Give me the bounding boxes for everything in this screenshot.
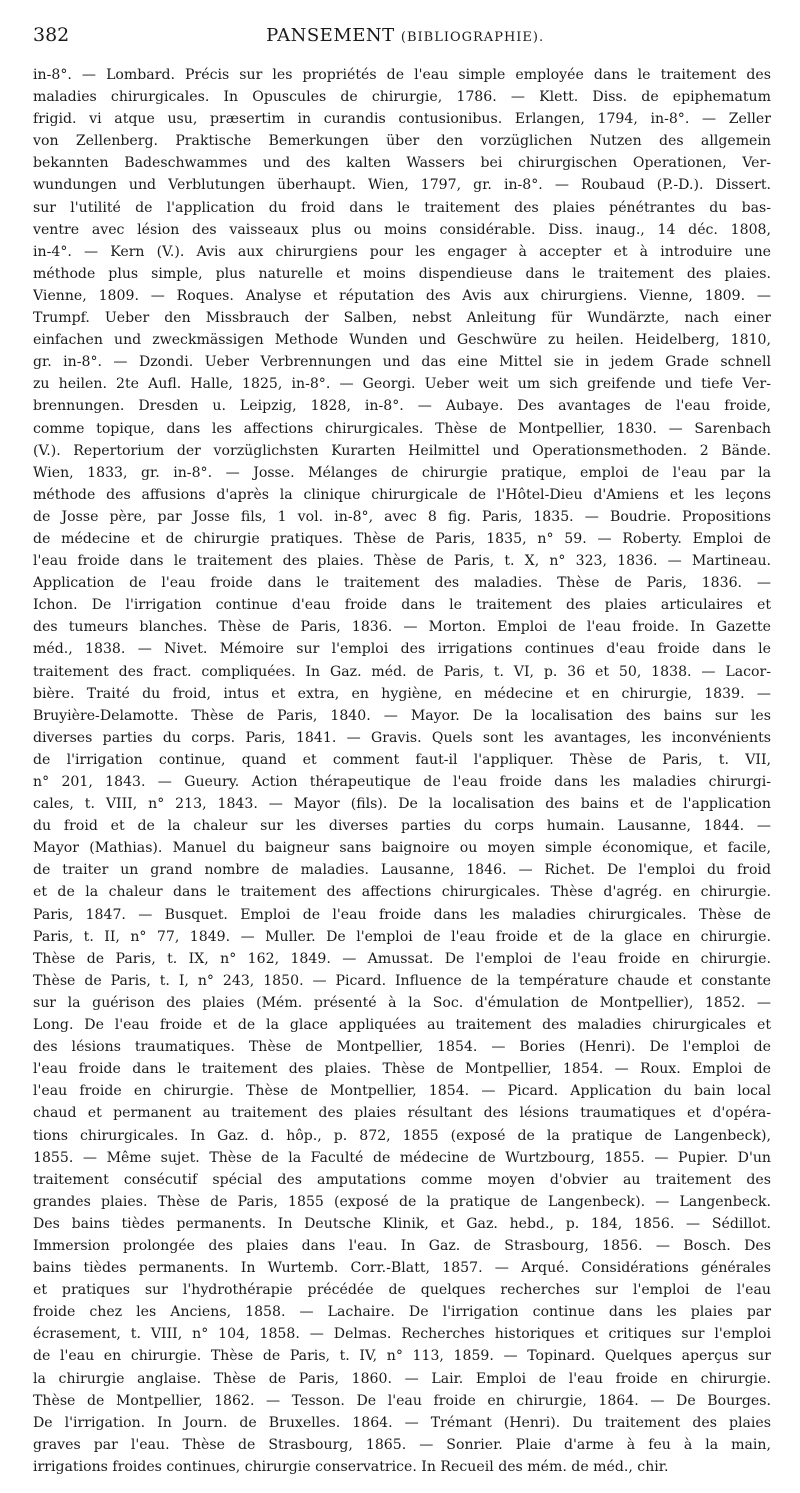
text-line: Mayor (Mathias). Manuel du baigneur sans baignoire ou moyen simple économique, et facile, [33,840,771,857]
text-line: n° 201, 1843. — Gueury. Action thérapeutique de l'eau froide dans les maladies chirurgi- [33,774,771,790]
text-line: Trumpf. Ueber den Missbrauch der Salben, nebst Anleitung für Wundärzte, nach einer [33,310,771,327]
text-line: l'eau froide dans le traitement des plaies. Thèse de Montpellier, 1854. — Roux. Emploi de [33,1061,771,1078]
running-title-main: PANSEMENT [266,25,395,46]
running-title-sub: (BIBLIOGRAPHIE). [400,30,545,45]
text-line: gr. in-8°. — Dzondi. Ueber Verbrennungen und das eine Mittel sie in jedem Grade schnell [33,354,771,371]
text-line: méthode des affusions d'après la clinique chirurgicale de l'Hôtel-Dieu d'Amiens et les leçons [33,486,771,503]
text-line: in-8°. — Lombard. Précis sur les propriétés de l'eau simple employée dans le traitement des [33,67,771,83]
text-line: wundungen und Verblutungen überhaupt. Wien, 1797, gr. in-8°. — Roubaud (P.-D.). Dissert. [33,177,771,194]
text-line: zu heilen. 2te Aufl. Halle, 1825, in-8°. — Georgi. Ueber weit um sich greifende und tiefe Ver- [33,376,771,393]
text-line: la chirurgie anglaise. Thèse de Paris, 1860. — Lair. Emploi de l'eau froide en chirurgie. [33,1370,771,1387]
text-line: méthode plus simple, plus naturelle et moins dispendieuse dans le traitement des plaies. [33,265,771,282]
text-line: de l'eau en chirurgie. Thèse de Paris, t. IV, n° 113, 1859. — Topinard. Quelques aperçus sur [33,1348,771,1365]
text-line: traitement consécutif spécial des amputations comme moyen d'obvier au traitement des [33,1171,771,1188]
text-line: Des bains tièdes permanents. In Deutsche Klinik, et Gaz. hebd., p. 184, 1856. — Sédillot. [33,1215,771,1232]
text-line: Ichon. De l'irrigation continue d'eau froide dans le traitement des plaies articulaires et [33,597,771,614]
text-line: cales, t. VIII, n° 213, 1843. — Mayor (fils). De la localisation des bains et de l'application [33,796,771,813]
text-line: de l'irrigation continue, quand et comment faut-il l'appliquer. Thèse de Paris, t. VII, [33,751,771,768]
text-line: brennungen. Dresden u. Leipzig, 1828, in-8°. — Aubaye. Des avantages de l'eau froide, [33,398,771,415]
text-line: diverses parties du corps. Paris, 1841. — Gravis. Quels sont les avantages, les inconvénients [33,729,771,746]
text-line: irrigations froides continues, chirurgie conservatrice. In Recueil des mém. de méd., chir. [33,1458,669,1475]
bibliography-text [33,64,771,1478]
text-line: de Josse père, par Josse fils, 1 vol. in-8°, avec 8 fig. Paris, 1835. — Boudrie. Propositions [33,508,771,525]
text-line: Long. De l'eau froide et de la glace appliquées au traitement des maladies chirurgicales et [33,1017,771,1034]
text-line: de traiter un grand nombre de maladies. Lausanne, 1846. — Richet. De l'emploi du froid [33,862,771,879]
text-line: des tumeurs blanches. Thèse de Paris, 1836. — Morton. Emploi de l'eau froide. In Gazette [33,619,771,636]
text-line: De l'irrigation. In Journ. de Bruxelles. 1864. — Trémant (Henri). Du traitement des plaies [33,1414,771,1431]
text-line: sur l'utilité de l'application du froid dans le traitement des plaies pénétrantes du bas- [33,199,771,216]
text-line: de médecine et de chirurgie pratiques. Thèse de Paris, 1835, n° 59. — Roberty. Emploi de [33,530,771,547]
text-line: frigid. vi atque usu, præsertim in curandis contusionibus. Erlangen, 1794, in-8°. — Zeller [33,111,771,128]
text-line: Thèse de Paris, t. I, n° 243, 1850. — Picard. Influence de la température chaude et constante [33,972,771,989]
text-line: Paris, 1847. — Busquet. Emploi de l'eau froide dans les maladies chirurgicales. Thèse de [33,906,771,923]
text-line: et pratiques sur l'hydrothérapie précédée de quelques recherches sur l'emploi de l'eau [33,1282,771,1299]
text-line: froide chez les Anciens, 1858. — Lachaire. De l'irrigation continue dans les plaies par [33,1304,771,1321]
page-number: 382 [33,24,70,46]
text-line: (V.). Repertorium der vorzüglichsten Kurarten Heilmittel und Operationsmethoden. 2 Bände. [33,442,771,459]
text-line: Application de l'eau froide dans le traitement des maladies. Thèse de Paris, 1836. — [33,575,771,592]
text-line: einfachen und zweckmässigen Methode Wunden und Geschwüre zu heilen. Heidelberg, 1810, [33,332,771,349]
text-line: Thèse de Paris, t. IX, n° 162, 1849. — Amussat. De l'emploi de l'eau froide en chirurgie. [33,950,771,967]
text-line: 1855. — Même sujet. Thèse de la Faculté de médecine de Wurtzbourg, 1855. — Pupier. D'un [33,1149,771,1166]
text-line: l'eau froide dans le traitement des plaies. Thèse de Paris, t. X, n° 323, 1836. — Martineau. [33,553,771,570]
text-line: Immersion prolongée des plaies dans l'eau. In Gaz. de Strasbourg, 1856. — Bosch. Des [33,1237,771,1254]
text-line: tions chirurgicales. In Gaz. d. hôp., p. 872, 1855 (exposé de la pratique de Langenbeck), [33,1127,771,1144]
text-line: graves par l'eau. Thèse de Strasbourg, 1865. — Sonrier. Plaie d'arme à feu à la main, [33,1436,771,1453]
text-line: traitement des fract. compliquées. In Gaz. méd. de Paris, t. VI, p. 36 et 50, 1838. — Lacor- [33,663,771,680]
document-page [33,24,771,1478]
text-line: écrasement, t. VIII, n° 104, 1858. — Delmas. Recherches historiques et critiques sur l'emploi [33,1326,771,1343]
text-line: comme topique, dans les affections chirurgicales. Thèse de Montpellier, 1830. — Sarenbach [33,420,771,437]
text-line: ventre avec lésion des vaisseaux plus ou moins considérable. Diss. inaug., 14 déc. 1808, [33,221,771,238]
text-line: Wien, 1833, gr. in-8°. — Josse. Mélanges de chirurgie pratique, emploi de l'eau par la [33,464,771,481]
text-line: maladies chirurgicales. In Opuscules de chirurgie, 1786. — Klett. Diss. de epiphematum [33,89,771,106]
text-line: des lésions traumatiques. Thèse de Montpellier, 1854. — Bories (Henri). De l'emploi de [33,1039,771,1056]
text-line: bière. Traité du froid, intus et extra, en hygiène, en médecine et en chirurgie, 1839. — [33,685,771,702]
text-line: méd., 1838. — Nivet. Mémoire sur l'emploi des irrigations continues d'eau froide dans le [33,641,771,658]
text-line: chaud et permanent au traitement des plaies résultant des lésions traumatiques et d'opéra- [33,1105,771,1122]
text-line: du froid et de la chaleur sur les diverses parties du corps humain. Lausanne, 1844. — [33,818,771,835]
text-line: Vienne, 1809. — Roques. Analyse et réputation des Avis aux chirurgiens. Vienne, 1809. — [33,287,771,304]
running-header [33,24,771,64]
text-line: sur la guérison des plaies (Mém. présenté à la Soc. d'émulation de Montpellier), 1852. — [33,994,771,1011]
text-line: von Zellenberg. Praktische Bemerkungen über den vorzüglichen Nutzen des allgemein [33,133,771,150]
text-line: et de la chaleur dans le traitement des affections chirurgicales. Thèse d'agrég. en chirurgie. [33,884,771,901]
text-line: bekannten Badeschwammes und des kalten Wassers bei chirurgischen Operationen, Ver- [33,155,771,172]
text-line: grandes plaies. Thèse de Paris, 1855 (exposé de la pratique de Langenbeck). — Langenbeck. [33,1193,771,1210]
text-line: Paris, t. II, n° 77, 1849. — Muller. De l'emploi de l'eau froide et de la glace en chirurgie. [33,928,771,945]
text-line: in-4°. — Kern (V.). Avis aux chirurgiens pour les engager à accepter et à introduire une [33,243,771,260]
text-line: l'eau froide en chirurgie. Thèse de Montpellier, 1854. — Picard. Application du bain local [33,1083,771,1100]
text-line: Thèse de Montpellier, 1862. — Tesson. De l'eau froide en chirurgie, 1864. — De Bourges. [33,1392,771,1409]
running-title [69,25,771,46]
text-line: Bruyière-Delamotte. Thèse de Paris, 1840. — Mayor. De la localisation des bains sur les [33,707,771,724]
text-line: bains tièdes permanents. In Wurtemb. Corr.-Blatt, 1857. — Arqué. Considérations générales [33,1260,771,1277]
